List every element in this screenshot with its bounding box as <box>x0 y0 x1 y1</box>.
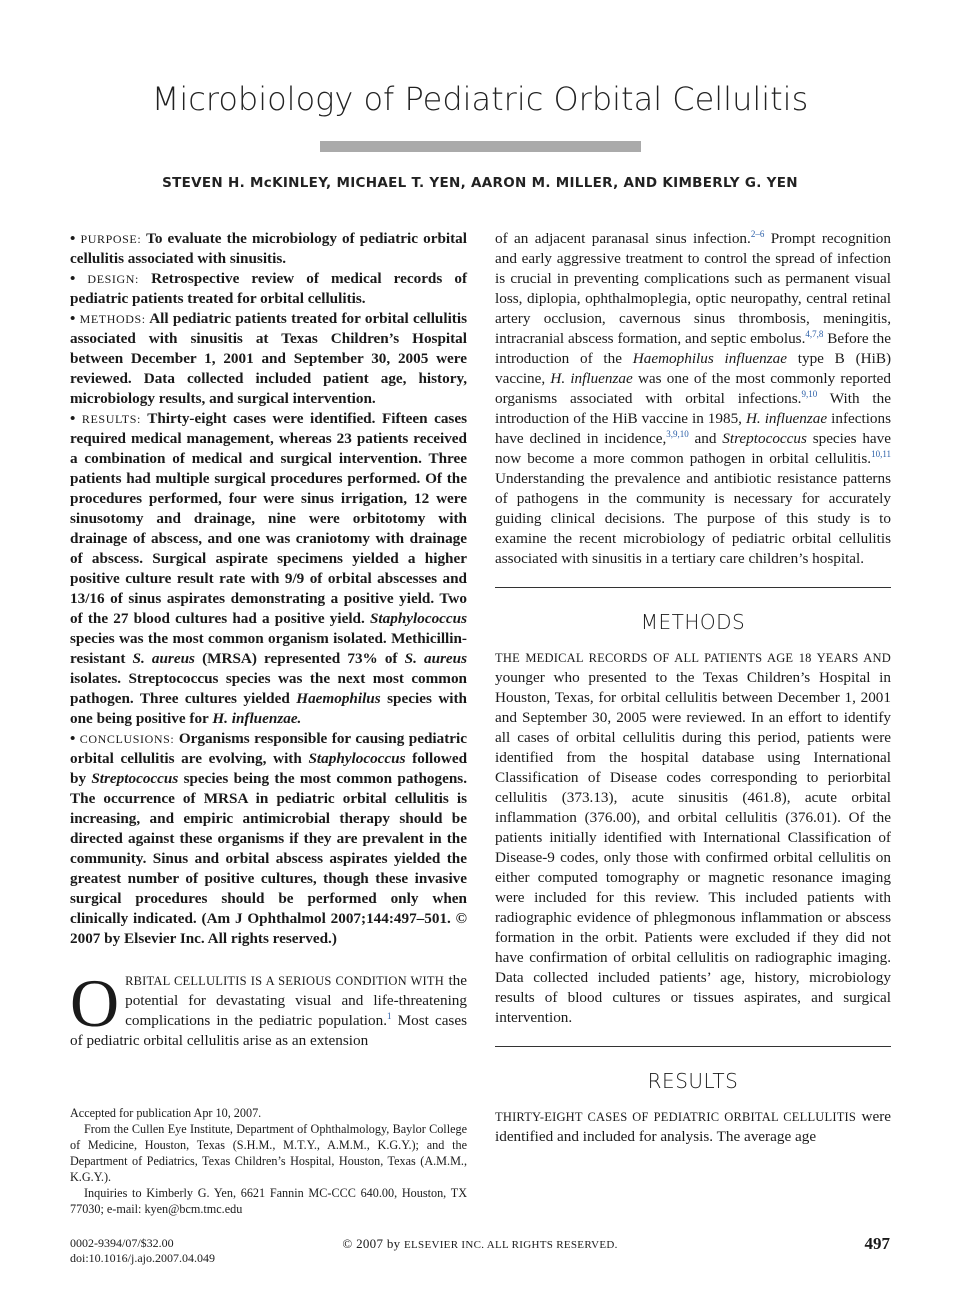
abstract-conclusions: • CONCLUSIONS: Organisms responsible for causing pediatric orbital cellulitis are evolving, with Staphylococcus followed by Streptococcus species being the most common pathogens. The occurrence of MRSA in pediatric orbital cellulitis is increasing, and empiric antimicrobial therapy should be directed against these organisms if they are prevalent in the community. Sinus and orbital abscess aspirates yielded the greatest number of positive cultures, though these invasive surgical procedures should be performed only when clinically indicated. (Am J Ophthalmol 2007;144:497–501. © 2007 by Elsevier Inc. All rights reserved.) <box>70 730 468 947</box>
drop-cap: O <box>70 965 120 1041</box>
footnotes <box>70 1105 467 1217</box>
left-column <box>70 229 467 1051</box>
methods-heading: METHODS <box>640 610 746 634</box>
methods-body: THE MEDICAL RECORDS OF ALL PATIENTS AGE 18 YEARS AND younger who presented to the Texas Children’s Hospital in Houston, Texas, for orbital cellulitis between December 1, 2001 and September 30, 2005 were reviewed. In an effort to identify all cases of orbital cellulitis during this period, patients were identified from the hospital database using International Classification of Disease codes corresponding to periorbital cellulitis (373.13), acute sinusitis (461.8), acute orbital inflammation (376.00), and orbital cellulitis (376.01). Of the patients initially identified with International Classification of Disease-9 codes, only those with confirmed orbital cellulitis on either computed tomography or magnetic resonance imaging were included for this review. This included patients with radiographic evidence of phlegmonous inflammation or abscess formation in the orbit. Patients were excluded if they did not have confirmation of orbital cellulitis on radiographic imaging. Data collected included patients’ age, history, microbiology results of blood cultures or tissues aspirates, and surgical intervention. <box>495 651 891 1026</box>
issn-price: 0002-9394/07/$32.00 <box>70 1236 174 1250</box>
results-label: RESULTS: <box>81 412 141 426</box>
affiliation-note: From the Cullen Eye Institute, Department of Ophthalmology, Baylor College of Medicine, Houston, Texas (S.H.M., M.T.Y., A.M.M., K.G.Y.); and the Department of Pediatrics, Texas Children’s Hospital, Houston, Texas (A.M.M., K.G.Y.). <box>70 1122 467 1184</box>
inquiries-note: Inquiries to Kimberly G. Yen, 6621 Fannin MC-CCC 640.00, Houston, TX 77030; e-mail: kyen@bcm.tmc.edu <box>70 1186 467 1216</box>
intro-continued: of an adjacent paranasal sinus infection.$^{2-6}$ Prompt recognition and early aggressive treatment to control the spread of infection is crucial in preventing complications such as permanent visual loss, diplopia, ophthalmoplegia, optic neuropathy, central retinal artery occlusion, cavernous sinus thrombosis, meningitis, intracranial abscess formation, and septic embolus.$^{4,7,8}$ Before the introduction of the Haemophilus influenzae type B (HiB) vaccine, H. influenzae was one of the most commonly reported organisms associated with orbital infections.$^{9,10}$ With the introduction of the HiB vaccine in 1985, H. influenzae infections have declined in incidence,$^{3,9,10}$ and Streptococcus species have now become a more common pathogen in orbital cellulitis.$^{10,11}$ Understanding the prevalence and antibiotic resistance patterns of pathogens in the community is necessary for accurately guiding clinical decisions. The purpose of this study is to examine the recent microbiology of pediatric orbital cellulitis associated with sinusitis in a tertiary care children’s hospital. <box>495 228 892 567</box>
reference-link[interactable]: 2–6 <box>750 228 765 239</box>
conclusions-label: CONCLUSIONS: <box>79 732 175 746</box>
reference-link[interactable]: 4,7,8 <box>805 328 824 339</box>
purpose-label: PURPOSE: <box>80 232 142 246</box>
reference-link[interactable]: 1 <box>387 1010 392 1021</box>
introduction: ORBITAL CELLULITIS IS A SERIOUS CONDITION WITH the potential for devastating visual and life-threatening complications in the pediatric population.$^1$ Most cases of pediatric orbital cellulitis arise as an extension <box>70 965 467 1049</box>
title-rule <box>320 141 641 152</box>
section-divider <box>495 1046 891 1047</box>
citation: (Am J Ophthalmol 2007;144:497–501. © 2007 by Elsevier Inc. All rights reserved.) <box>70 910 467 947</box>
right-column <box>495 229 891 1147</box>
results-body: THIRTY-EIGHT CASES OF PEDIATRIC ORBITAL CELLULITIS were identified and included for analysis. The average age <box>495 1108 891 1145</box>
reference-link[interactable]: 3,9,10 <box>666 428 689 439</box>
page-title: Microbiology of Pediatric Orbital Cellulitis <box>151 80 809 118</box>
reference-link[interactable]: 9,10 <box>801 388 818 399</box>
section-divider <box>495 587 891 588</box>
design-label: DESIGN: <box>87 272 139 286</box>
abstract <box>70 229 467 949</box>
reference-link[interactable]: 10,11 <box>871 448 891 459</box>
abstract-purpose: • PURPOSE: To evaluate the microbiology of pediatric orbital cellulitis associated with sinusitis. <box>70 230 467 267</box>
abstract-results: • RESULTS: Thirty-eight cases were identified. Fifteen cases required medical management, whereas 23 patients received a combination of medical and surgical intervention. Three patients had multiple surgical procedures performed. Of the procedures performed, four were sinus irrigation, 12 were sinusotomy and drainage, nine were orbitotomy with drainage of abscess, and one was craniotomy with drainage of abscess. Surgical aspirate specimens yielded a higher positive culture result rate with 9/9 of orbital abscesses and 13/16 of sinus aspirates demonstrating a positive yield. Two of the 27 blood cultures had a positive yield. Staphylococcus species was the most common organism isolated. Methicillin-resistant S. aureus (MRSA) represented 73% of S. aureus isolates. Streptococcus species was the next most common pathogen. Three cultures yielded Haemophilus species with one being positive for H. influenzae. <box>70 410 468 727</box>
methods-label: METHODS: <box>79 312 146 326</box>
abstract-design: • DESIGN: Retrospective review of medical records of pediatric patients treated for orbital cellulitis. <box>70 270 468 307</box>
copyright: © 2007 by ELSEVIER INC. ALL RIGHTS RESERVED. <box>342 1236 618 1251</box>
authors: STEVEN H. McKINLEY, MICHAEL T. YEN, AARON M. MILLER, AND KIMBERLY G. YEN <box>162 175 798 191</box>
results-heading: RESULTS <box>647 1069 739 1093</box>
doi: doi:10.1016/j.ajo.2007.04.049 <box>70 1251 215 1265</box>
accepted-note: Accepted for publication Apr 10, 2007. <box>70 1106 262 1120</box>
abstract-methods: • METHODS: All pediatric patients treated for orbital cellulitis associated with sinusitis at Texas Children’s Hospital between December 1, 2001 and September 30, 2005 were reviewed. Data collected included patient age, history, microbiology results, and surgical intervention. <box>70 310 467 407</box>
page-number: 497 <box>864 1234 890 1253</box>
